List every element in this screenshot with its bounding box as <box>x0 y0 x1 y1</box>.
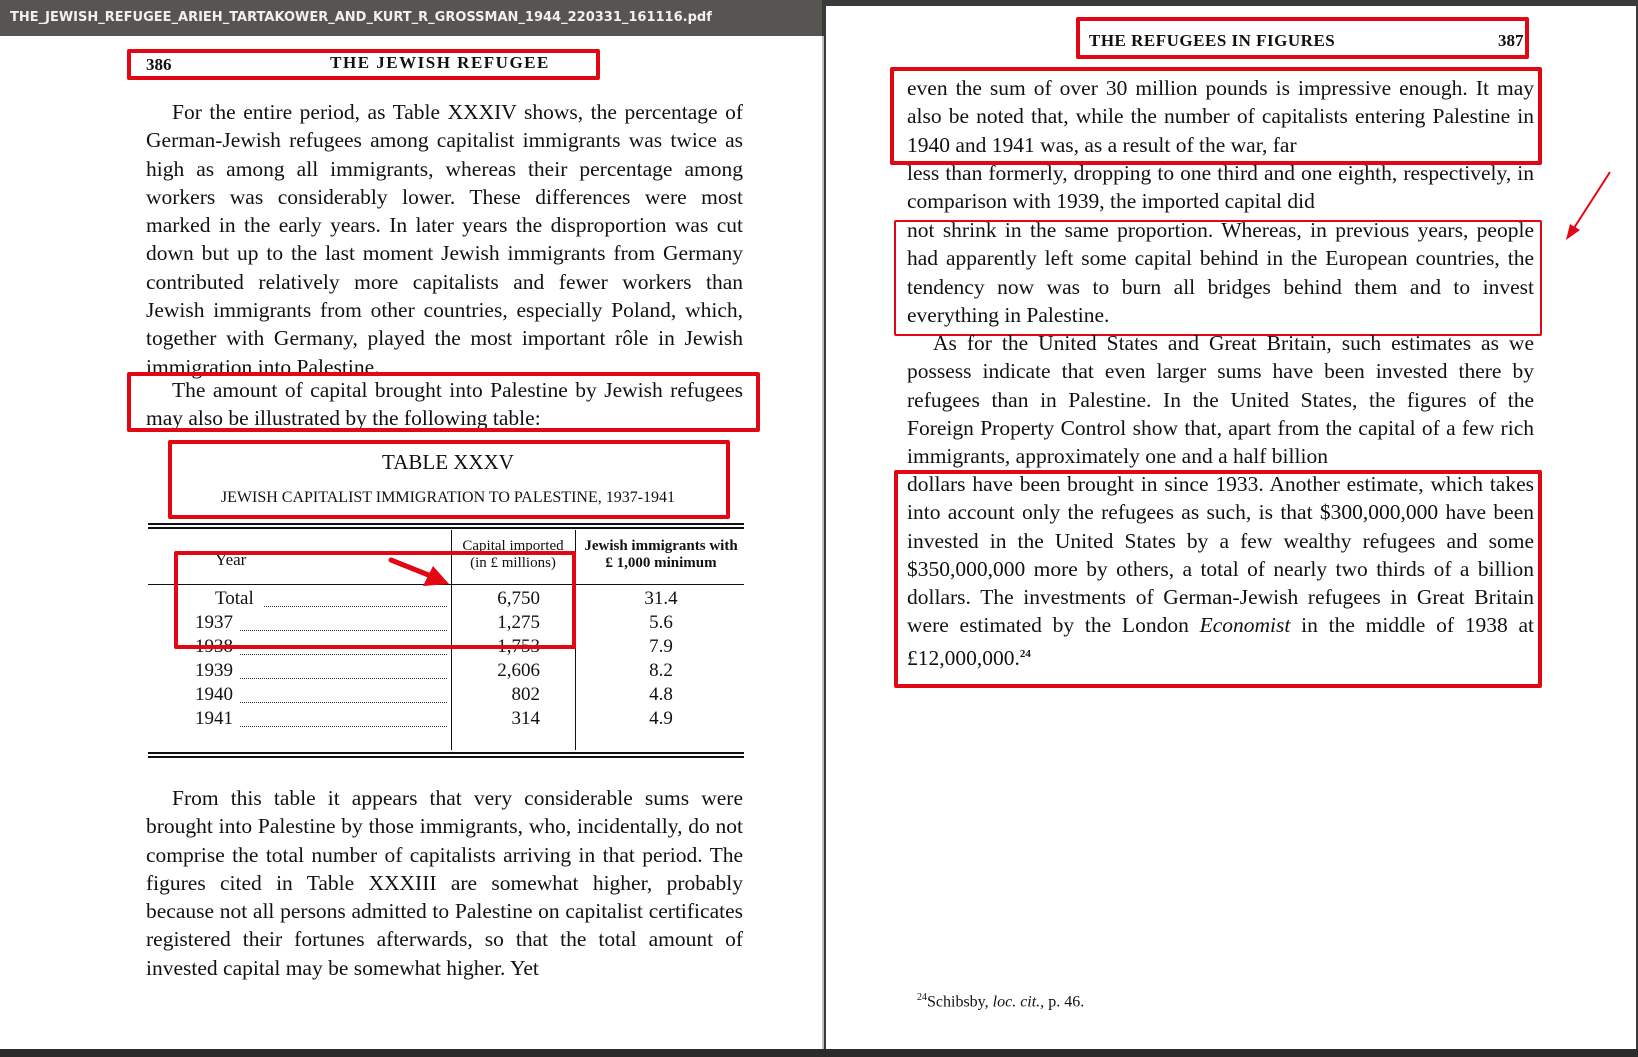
leader-dots <box>240 702 447 703</box>
row-capital: 2,606 <box>497 660 540 681</box>
row-year: Total <box>215 588 254 609</box>
row-immigrants: 8.2 <box>649 660 673 681</box>
table-bottom-rule-1 <box>148 752 744 754</box>
row-immigrants: 4.9 <box>649 708 673 729</box>
footnote-page: p. 46. <box>1048 993 1085 1011</box>
highlight-box-table-capital <box>174 551 576 649</box>
row-capital: 1,753 <box>497 636 540 657</box>
viewer-bottom-bar <box>0 1049 1638 1057</box>
col-header-immigrants-line2: £ 1,000 minimum <box>605 555 717 571</box>
left-paragraph-1: For the entire period, as Table XXXIV shows, the percentage of German-Jewish refugees among capitalist immigrants was twice as high as among all immigrants, whereas their percentage among workers was considerably lower. These differences were most marked in the early years. In later years the disproportion was cut down but up to the last moment Jewish immigrants from Germany contributed relatively more capitalists and fewer workers than Jewish immigrants from other countries, especially Poland, which, together with Germany, played the most important rôle in Jewish immigration into Palestine. <box>146 100 743 379</box>
row-immigrants: 31.4 <box>644 588 678 609</box>
footnote-author: Schibsby, <box>927 993 989 1011</box>
right-paragraph-2: not shrink in the same proportion. Whereas, in previous years, people had apparently left some capital behind in the European countries, the tendency now was to burn all bridges behind them and to invest everything in Palestine. <box>907 218 1534 327</box>
table-subtitle: JEWISH CAPITALIST IMMIGRATION TO PALESTINE, 1937-1941 <box>220 489 676 506</box>
red-arrow-pointer <box>1558 166 1618 246</box>
highlight-box-capital-shrink <box>894 220 1542 336</box>
highlight-box-30-million <box>890 67 1542 165</box>
row-year: 1937 <box>195 612 233 633</box>
red-arrow-annotation <box>385 554 455 590</box>
left-running-head: THE JEWISH REFUGEE <box>330 53 550 72</box>
paragraph-4-text: dollars have been brought in since 1933. Another estimate, which takes into account only the refugees as such, is that $300,000,000 have been invested in the United States by a few wealthy refugees and some $350,000,000 more by others, a total of nearly two thirds of a billion dollars. The investments of German-Jewish refugees in Great Britain were estimated by the London <box>907 472 1534 638</box>
highlight-box-table-title <box>168 440 730 519</box>
right-page-number: 387 <box>1498 31 1524 50</box>
row-year: 1939 <box>195 660 233 681</box>
row-year: 1940 <box>195 684 233 705</box>
right-paragraph-1b: less than formerly, dropping to one third and one eighth, respectively, in comparison with 1939, the imported capital did <box>907 161 1534 214</box>
row-capital: 1,275 <box>497 612 540 633</box>
row-capital: 314 <box>511 708 540 729</box>
document-tab-title[interactable]: THE_JEWISH_REFUGEE_ARIEH_TARTAKOWER_AND_KURT_R_GROSSMAN_1944_220331_161116.pdf <box>0 0 822 36</box>
right-page <box>826 6 1636 1049</box>
col-header-capital-line2: (in £ millions) <box>470 555 556 571</box>
footnote-reference[interactable]: 24 <box>1019 647 1031 660</box>
col-header-immigrants <box>575 538 747 572</box>
footnote-loc-cit: loc. cit., <box>992 993 1045 1011</box>
row-capital: 6,750 <box>497 588 540 609</box>
col-header-immigrants-line1: Jewish immigrants with <box>584 538 738 554</box>
leader-dots <box>240 726 447 727</box>
col-header-capital-line1: Capital imported <box>462 538 564 554</box>
right-running-head: THE REFUGEES IN FIGURES <box>1089 31 1336 50</box>
row-immigrants: 7.9 <box>649 636 673 657</box>
highlight-box-right-header <box>1076 17 1529 59</box>
leader-dots <box>240 678 447 679</box>
table-top-rule-1 <box>148 523 744 525</box>
left-paragraph-2: The amount of capital brought into Palestine by Jewish refugees may also be illustrated by the following table: <box>146 378 743 431</box>
footnote-marker: 24 <box>917 992 927 1003</box>
row-year: 1941 <box>195 708 233 729</box>
table-top-rule-2 <box>148 527 744 529</box>
paragraph-4-end: in the middle of 1938 at £12,000,000. <box>907 613 1535 670</box>
highlight-box-left-header <box>127 49 600 80</box>
highlight-box-us-investments <box>894 470 1542 688</box>
right-paragraph-3: As for the United States and Great Britain, such estimates as we possess indicate that even larger sums have been invested there by refugees than in Palestine. In the United States, the figures of the Foreign Property Control show that, apart from the capital of a few rich immigrants, approximately one and a half billion <box>907 331 1534 469</box>
table-bottom-rule-2 <box>148 756 744 758</box>
footnote-24 <box>917 992 1084 1011</box>
row-immigrants: 5.6 <box>649 612 673 633</box>
left-page-number: 386 <box>146 55 172 74</box>
row-immigrants: 4.8 <box>649 684 673 705</box>
row-capital: 802 <box>511 684 540 705</box>
table-title: TABLE XXXV <box>382 450 514 474</box>
economist-title: Economist <box>1199 613 1291 638</box>
highlight-box-intro <box>127 372 760 432</box>
leader-dots <box>240 654 447 655</box>
col-header-year: Year <box>215 550 247 569</box>
left-page <box>0 36 824 1049</box>
row-year: 1938 <box>195 636 233 657</box>
left-paragraph-3: From this table it appears that very considerable sums were brought into Palestine by those immigrants, who, incidentally, do not comprise the total number of capitalists arriving in that period. The figures cited in Table XXXIII are somewhat higher, probably because not all persons admitted to Palestine on capitalist certificates registered their fortunes afterwards, so that the total amount of invested capital may be somewhat higher. Yet <box>146 786 743 980</box>
right-paragraph-1: even the sum of over 30 million pounds is impressive enough. It may also be noted that, while the number of capitalists entering Palestine in 1940 and 1941 was, as a result of the war, far <box>907 76 1534 157</box>
